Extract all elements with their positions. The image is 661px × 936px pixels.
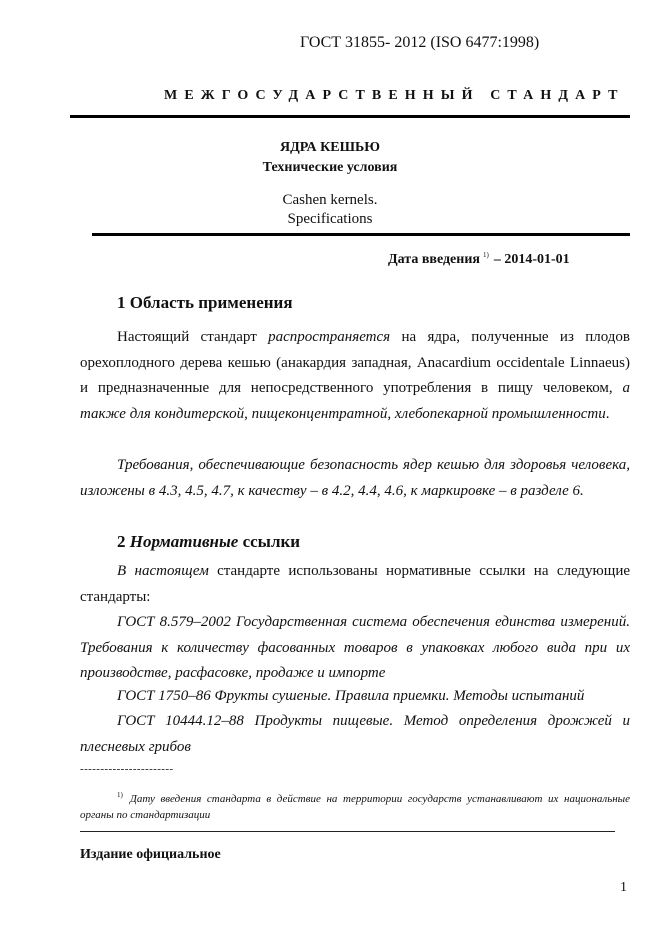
- section-1-paragraph-1: Настоящий стандарт распространяется на ядра, полученные из плодов орехоплодного дерева кешью (анакардия западная, Anacardium occidentale Linnaeus) и предназначенные для непосредственного употребления в пищу человеком, а также для кондитерской, пищеконцентратной, хлебопекарной промышленности.: [80, 329, 631, 422]
- reference-item: ГОСТ 1750–86 Фрукты сушеные. Правила приемки. Методы испытаний: [117, 688, 585, 704]
- edition-label: Издание официальное: [80, 847, 221, 862]
- document-subtitle: Технические условия: [262, 160, 398, 175]
- intro-date-value: – 2014-01-01: [493, 252, 570, 267]
- introduction-date: [388, 251, 570, 268]
- reference-item: ГОСТ 8.579–2002 Государственная система обеспечения единства измерений. Требования к количеству фасованных товаров в упаковках любого вида при их производстве, расфасовке, продаже и импорте: [80, 614, 630, 681]
- document-title: ЯДРА КЕШЬЮ: [280, 140, 380, 155]
- footnote: $^{1)}$ Дату введения стандарта в действие на территории государств устанавливают их национальные органы по стандартизации: [80, 791, 630, 821]
- section-1-paragraph-2: Требования, обеспечивающие безопасность ядер кешью для здоровья человека, изложены в 4.3, 4.5, 4.7, к качеству – в 4.2, 4.4, 4.6, к маркировке – в разделе 6.: [80, 457, 630, 499]
- footer-rule: [80, 831, 615, 832]
- footnote-mark: 1): [482, 251, 489, 259]
- section-2-heading: 2 Нормативные ссылки: [117, 532, 301, 551]
- footnote-separator: -----------------------: [80, 763, 174, 775]
- header-rule: [70, 115, 630, 118]
- english-subtitle: Specifications: [287, 211, 373, 227]
- reference-item: ГОСТ 10444.12–88 Продукты пищевые. Метод определения дрожжей и плесневых грибов: [80, 713, 630, 755]
- section-1-heading: 1 Область применения: [117, 293, 293, 312]
- english-title: Cashen kernels.: [282, 192, 378, 208]
- footnote-mark: 1): [117, 791, 123, 799]
- interstate-standard-label: МЕЖГОСУДАРСТВЕННЫЙ СТАНДАРТ: [164, 88, 625, 103]
- standard-code: ГОСТ 31855- 2012 (ISO 6477:1998): [300, 34, 540, 51]
- page-number: 1: [620, 880, 627, 895]
- section-2-paragraph-1: В настоящем стандарте использованы нормативные ссылки на следующие стандарты:: [80, 563, 630, 605]
- intro-date-label: Дата введения: [388, 252, 480, 267]
- title-rule: [92, 233, 630, 236]
